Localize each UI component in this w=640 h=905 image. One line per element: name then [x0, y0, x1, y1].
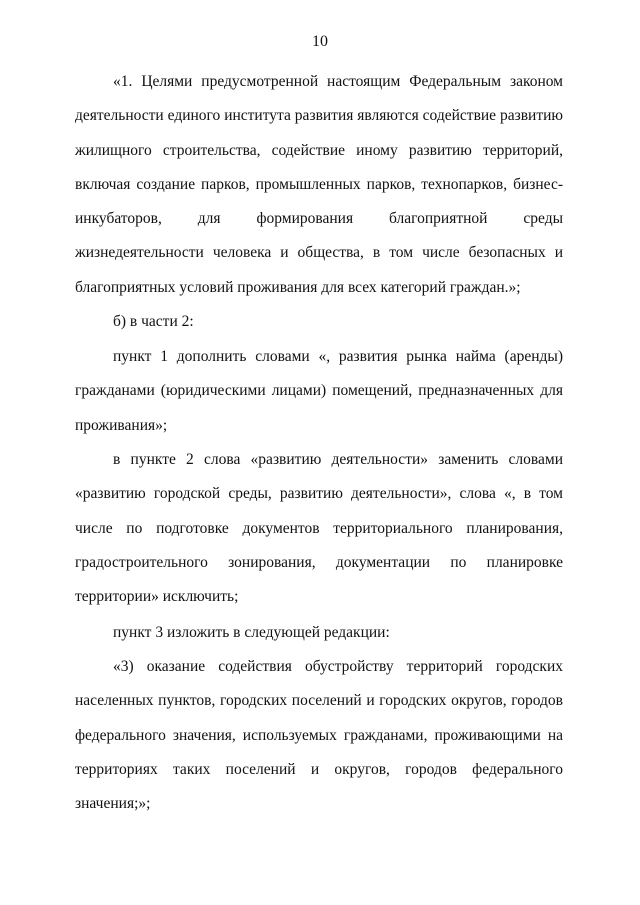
paragraph-part-2: б) в части 2:: [113, 313, 194, 330]
paragraph-item-1: пункт 1 дополнить словами «, развития рынка найма (аренды) гражданами (юридическими лицами) помещений, предназначенных для проживания»;: [75, 348, 563, 434]
paragraph-item-2: в пункте 2 слова «развитию деятельности» заменить словами «развитию городской среды, развитию деятельности», слова «, в том числе по подготовке документов территориального планирования, градостроительного зонирования, документации по планировке территории» исключить;: [75, 451, 563, 606]
paragraph-item-3-text: «3) оказание содействия обустройству территорий городских населенных пунктов, городских поселений и городских округов, городов федерального значения, используемых гражданами, проживающими на территориях таких поселений и округов, городов федерального значения;»;: [75, 658, 563, 813]
paragraph-goals: «1. Целями предусмотренной настоящим Федеральным законом деятельности единого института развития являются содействие развитию жилищного строительства, содействие иному развитию территорий, включая создание парков, промышленных парков, технопарков, бизнес-инкубаторов, для формирования благоприятной среды жизнедеятельности человека и общества, в том числе безопасных и благоприятных условий проживания для всех категорий граждан.»;: [75, 73, 563, 296]
paragraph-item-3-intro: пункт 3 изложить в следующей редакции:: [113, 624, 390, 641]
page-number: 10: [312, 33, 328, 50]
